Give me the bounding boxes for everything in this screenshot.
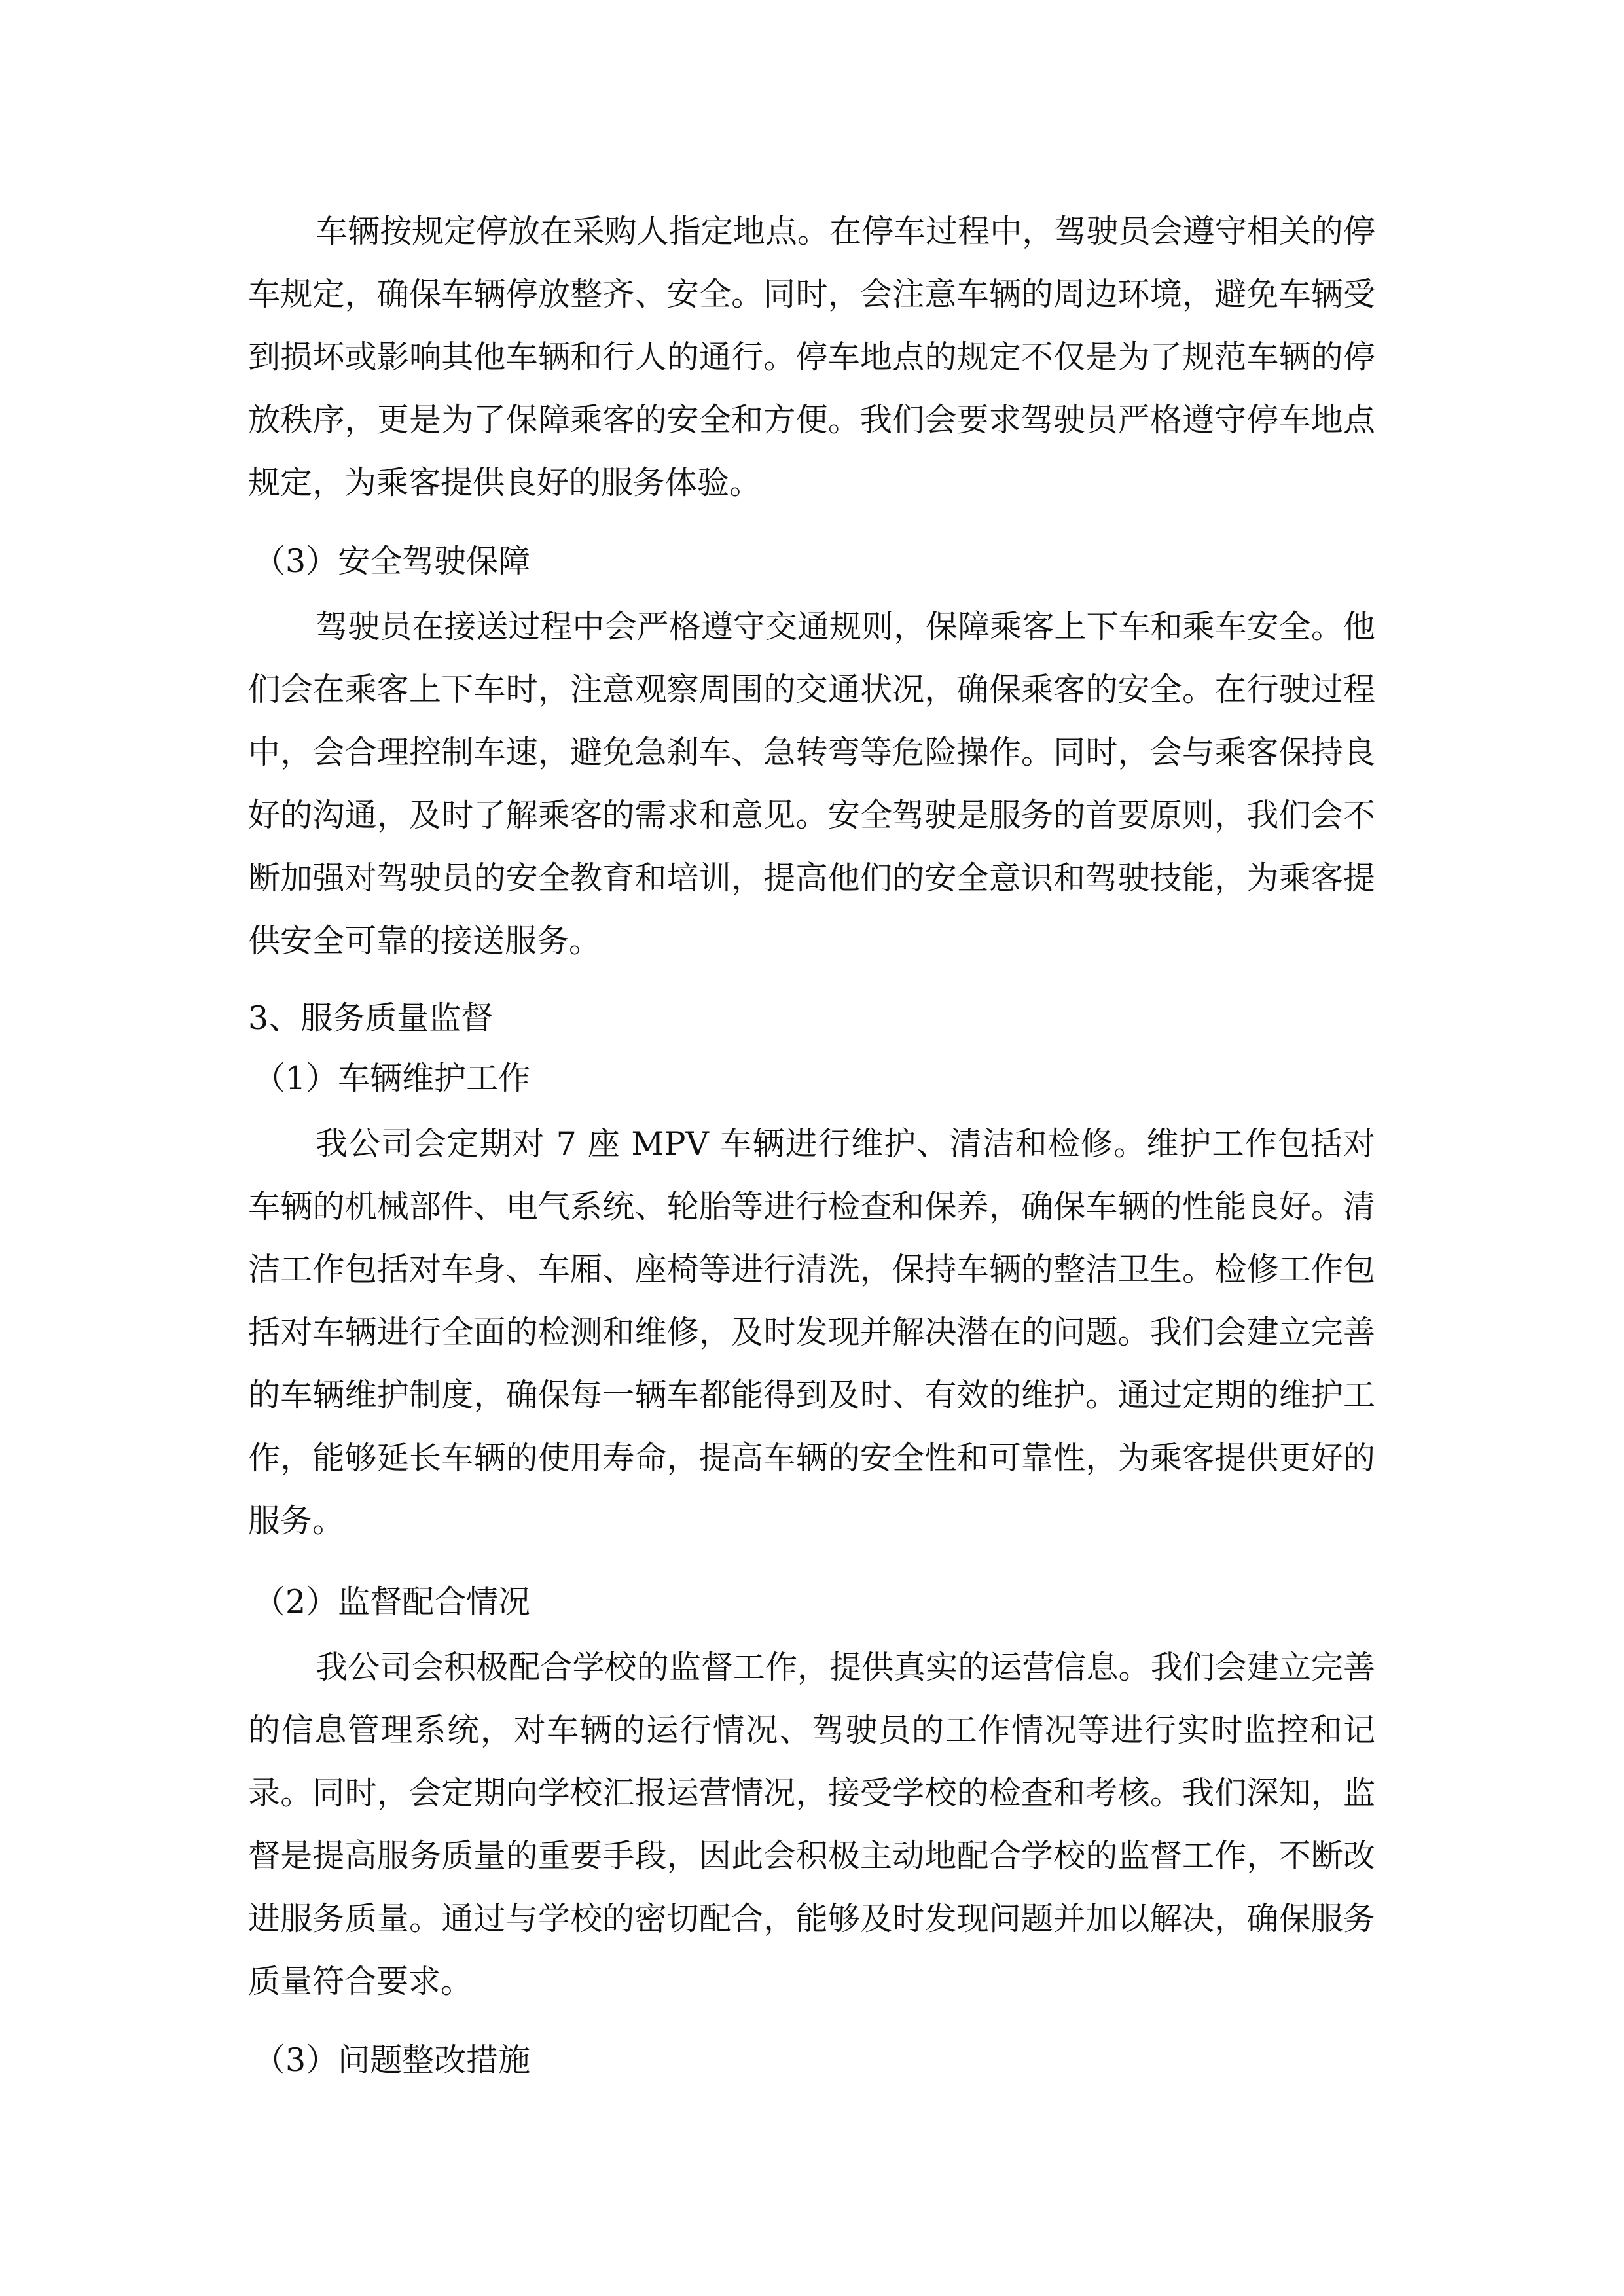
heading-problem-rectification: （3）问题整改措施 (253, 2041, 531, 2079)
heading-safe-driving: （3）安全驾驶保障 (253, 543, 531, 580)
section-quality-supervision: 3、服务质量监督 (248, 999, 494, 1037)
paragraph-safe-driving: 驾驶员在接送过程中会严格遵守交通规则，保障乘客上下车和乘车安全。他们会在乘客上下车时，注意观察周围的交通状况，确保乘客的安全。在行驶过程中，会合理控制车速，避免急刹车、急转弯等危险操作。同时，会与乘客保持良好的沟通，及时了解乘客的需求和意见。安全驾驶是服务的首要原则，我们会不断加强对驾驶员的安全教育和培训，提高他们的安全意识和驾驶技能，为乘客提供安全可靠的接送服务。 (248, 608, 1375, 960)
heading-vehicle-maintenance: （1）车辆维护工作 (253, 1060, 531, 1097)
paragraph-supervision-cooperation: 我公司会积极配合学校的监督工作，提供真实的运营信息。我们会建立完善的信息管理系统，对车辆的运行情况、驾驶员的工作情况等进行实时监控和记录。同时，会定期向学校汇报运营情况，接受学校的检查和考核。我们深知，监督是提高服务质量的重要手段，因此会积极主动地配合学校的监督工作，不断改进服务质量。通过与学校的密切配合，能够及时发现问题并加以解决，确保服务质量符合要求。 (248, 1649, 1375, 2000)
paragraph-parking: 车辆按规定停放在采购人指定地点。在停车过程中，驾驶员会遵守相关的停车规定，确保车辆停放整齐、安全。同时，会注意车辆的周边环境，避免车辆受到损坏或影响其他车辆和行人的通行。停车地点的规定不仅是为了规范车辆的停放秩序，更是为了保障乘客的安全和方便。我们会要求驾驶员严格遵守停车地点规定，为乘客提供良好的服务体验。 (248, 213, 1375, 501)
heading-supervision-cooperation: （2）监督配合情况 (253, 1583, 531, 1621)
paragraph-vehicle-maintenance: 我公司会定期对 7 座 MPV 车辆进行维护、清洁和检修。维护工作包括对车辆的机械部件、电气系统、轮胎等进行检查和保养，确保车辆的性能良好。清洁工作包括对车身、车厢、座椅等进行清洗，保持车辆的整洁卫生。检修工作包括对车辆进行全面的检测和维修，及时发现并解决潜在的问题。我们会建立完善的车辆维护制度，确保每一辆车都能得到及时、有效的维护。通过定期的维护工作，能够延长车辆的使用寿命，提高车辆的安全性和可靠性，为乘客提供更好的服务。 (248, 1125, 1375, 1539)
